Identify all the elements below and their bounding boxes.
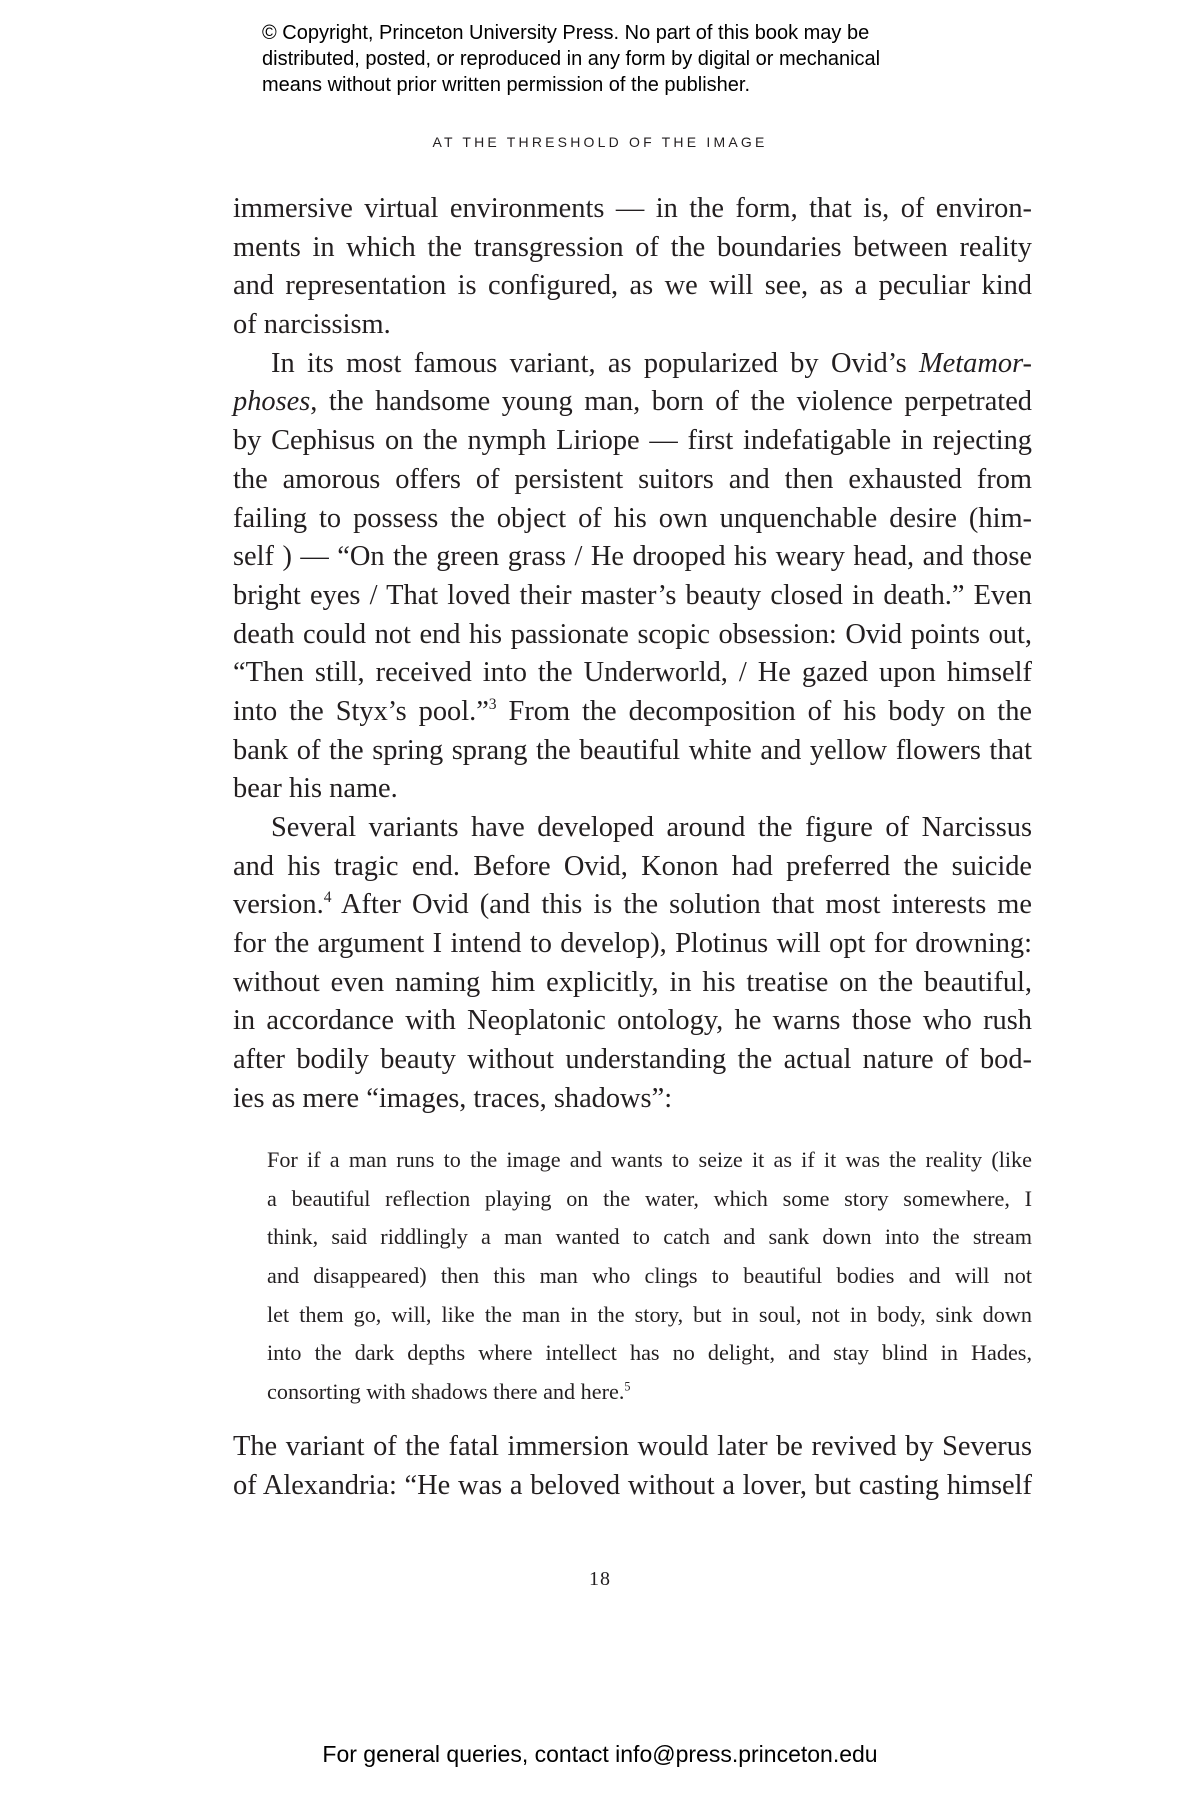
text-line: Several variants have developed around the figure of Narcissus <box>271 812 1032 843</box>
footnote-marker: 5 <box>624 1379 631 1394</box>
running-head: AT THE THRESHOLD OF THE IMAGE <box>432 134 768 150</box>
text-line: and his tragic end. Before Ovid, Konon had preferred the suicide <box>233 850 1032 882</box>
text-line: immersive virtual environments — in the form, that is, of environ- <box>233 193 1032 224</box>
quote-line: think, said riddlingly a man wanted to catch and sank down into the stream <box>267 1224 1032 1250</box>
text-line: death could not end his passionate scopic obsession: Ovid points out, <box>233 618 1032 650</box>
text-run: From the decomposition of his body on the <box>496 695 1032 727</box>
italic-title: Metamor- <box>919 347 1032 379</box>
footer-contact: For general queries, contact info@press.princeton.edu <box>322 1741 878 1767</box>
continuation-text <box>233 1428 1032 1505</box>
body-text <box>233 190 1032 1119</box>
page-number: 18 <box>589 1568 611 1590</box>
block-quote <box>267 1141 1032 1412</box>
text-line: after bodily beauty without understanding the actual nature of bod- <box>233 1044 1032 1076</box>
text-line: bear his name. <box>233 773 398 805</box>
text-line: self ) — “On the green grass / He drooped his weary head, and those <box>233 541 1032 573</box>
quote-line: For if a man runs to the image and wants to seize it as if it was the reality (like <box>267 1147 1032 1172</box>
text-line: bank of the spring sprang the beautiful white and yellow flowers that <box>233 734 1032 766</box>
copyright-line: distributed, posted, or reproduced in any form by digital or mechanical <box>262 48 881 70</box>
text-line: ies as mere “images, traces, shadows”: <box>233 1082 673 1114</box>
text-run: , the handsome young man, born of the violence perpetrated <box>310 386 1032 418</box>
copyright-line: means without prior written permission of the publisher. <box>262 74 751 96</box>
text-line <box>233 886 1032 925</box>
text-run: After Ovid (and this is the solution that most interests me <box>331 889 1032 921</box>
text-line: for the argument I intend to develop), Plotinus will opt for drowning: <box>233 928 1032 960</box>
copyright-notice <box>262 20 1082 98</box>
quote-line: into the dark depths where intellect has no delight, and stay blind in Hades, <box>267 1340 1032 1366</box>
text-line <box>233 345 1032 384</box>
text-line <box>233 383 1032 422</box>
footnote-marker: 4 <box>323 889 332 907</box>
text-line <box>233 693 1032 732</box>
footnote-marker: 3 <box>488 696 497 714</box>
text-line: the amorous offers of persistent suitors and then exhausted from <box>233 463 1032 495</box>
text-line: without even naming him explicitly, in his treatise on the beautiful, <box>233 966 1032 998</box>
quote-line <box>267 1373 1032 1412</box>
text-line: bright eyes / That loved their master’s beauty closed in death.” Even <box>233 579 1032 611</box>
text-line: “Then still, received into the Underworld, / He gazed upon himself <box>233 657 1032 689</box>
text-line: The variant of the fatal immersion would later be revived by Severus <box>233 1431 1032 1462</box>
text-line: ments in which the transgression of the boundaries between reality <box>233 231 1032 263</box>
text-line: by Cephisus on the nymph Liriope — first indefatigable in rejecting <box>233 425 1032 457</box>
text-run: In its most famous variant, as popularized by Ovid’s <box>271 347 920 379</box>
italic-title: phoses <box>233 386 311 418</box>
text-run: version. <box>233 889 324 921</box>
text-run: consorting with shadows there and here. <box>267 1379 625 1405</box>
quote-line: and disappeared) then this man who clings to beautiful bodies and will not <box>267 1263 1032 1289</box>
text-line: of narcissism. <box>233 309 391 341</box>
quote-line: let them go, will, like the man in the story, but in soul, not in body, sink down <box>267 1301 1032 1327</box>
copyright-line: © Copyright, Princeton University Press. No part of this book may be <box>262 22 870 44</box>
quote-line: a beautiful reflection playing on the water, which some story somewhere, I <box>267 1185 1032 1211</box>
text-line: failing to possess the object of his own unquenchable desire (him- <box>233 502 1032 534</box>
text-line: of Alexandria: “He was a beloved without a lover, but casting himself <box>233 1469 1032 1501</box>
text-line: in accordance with Neoplatonic ontology, he warns those who rush <box>233 1005 1032 1037</box>
text-run: into the Styx’s pool.” <box>233 695 489 727</box>
text-line: and representation is configured, as we will see, as a peculiar kind <box>233 270 1032 302</box>
